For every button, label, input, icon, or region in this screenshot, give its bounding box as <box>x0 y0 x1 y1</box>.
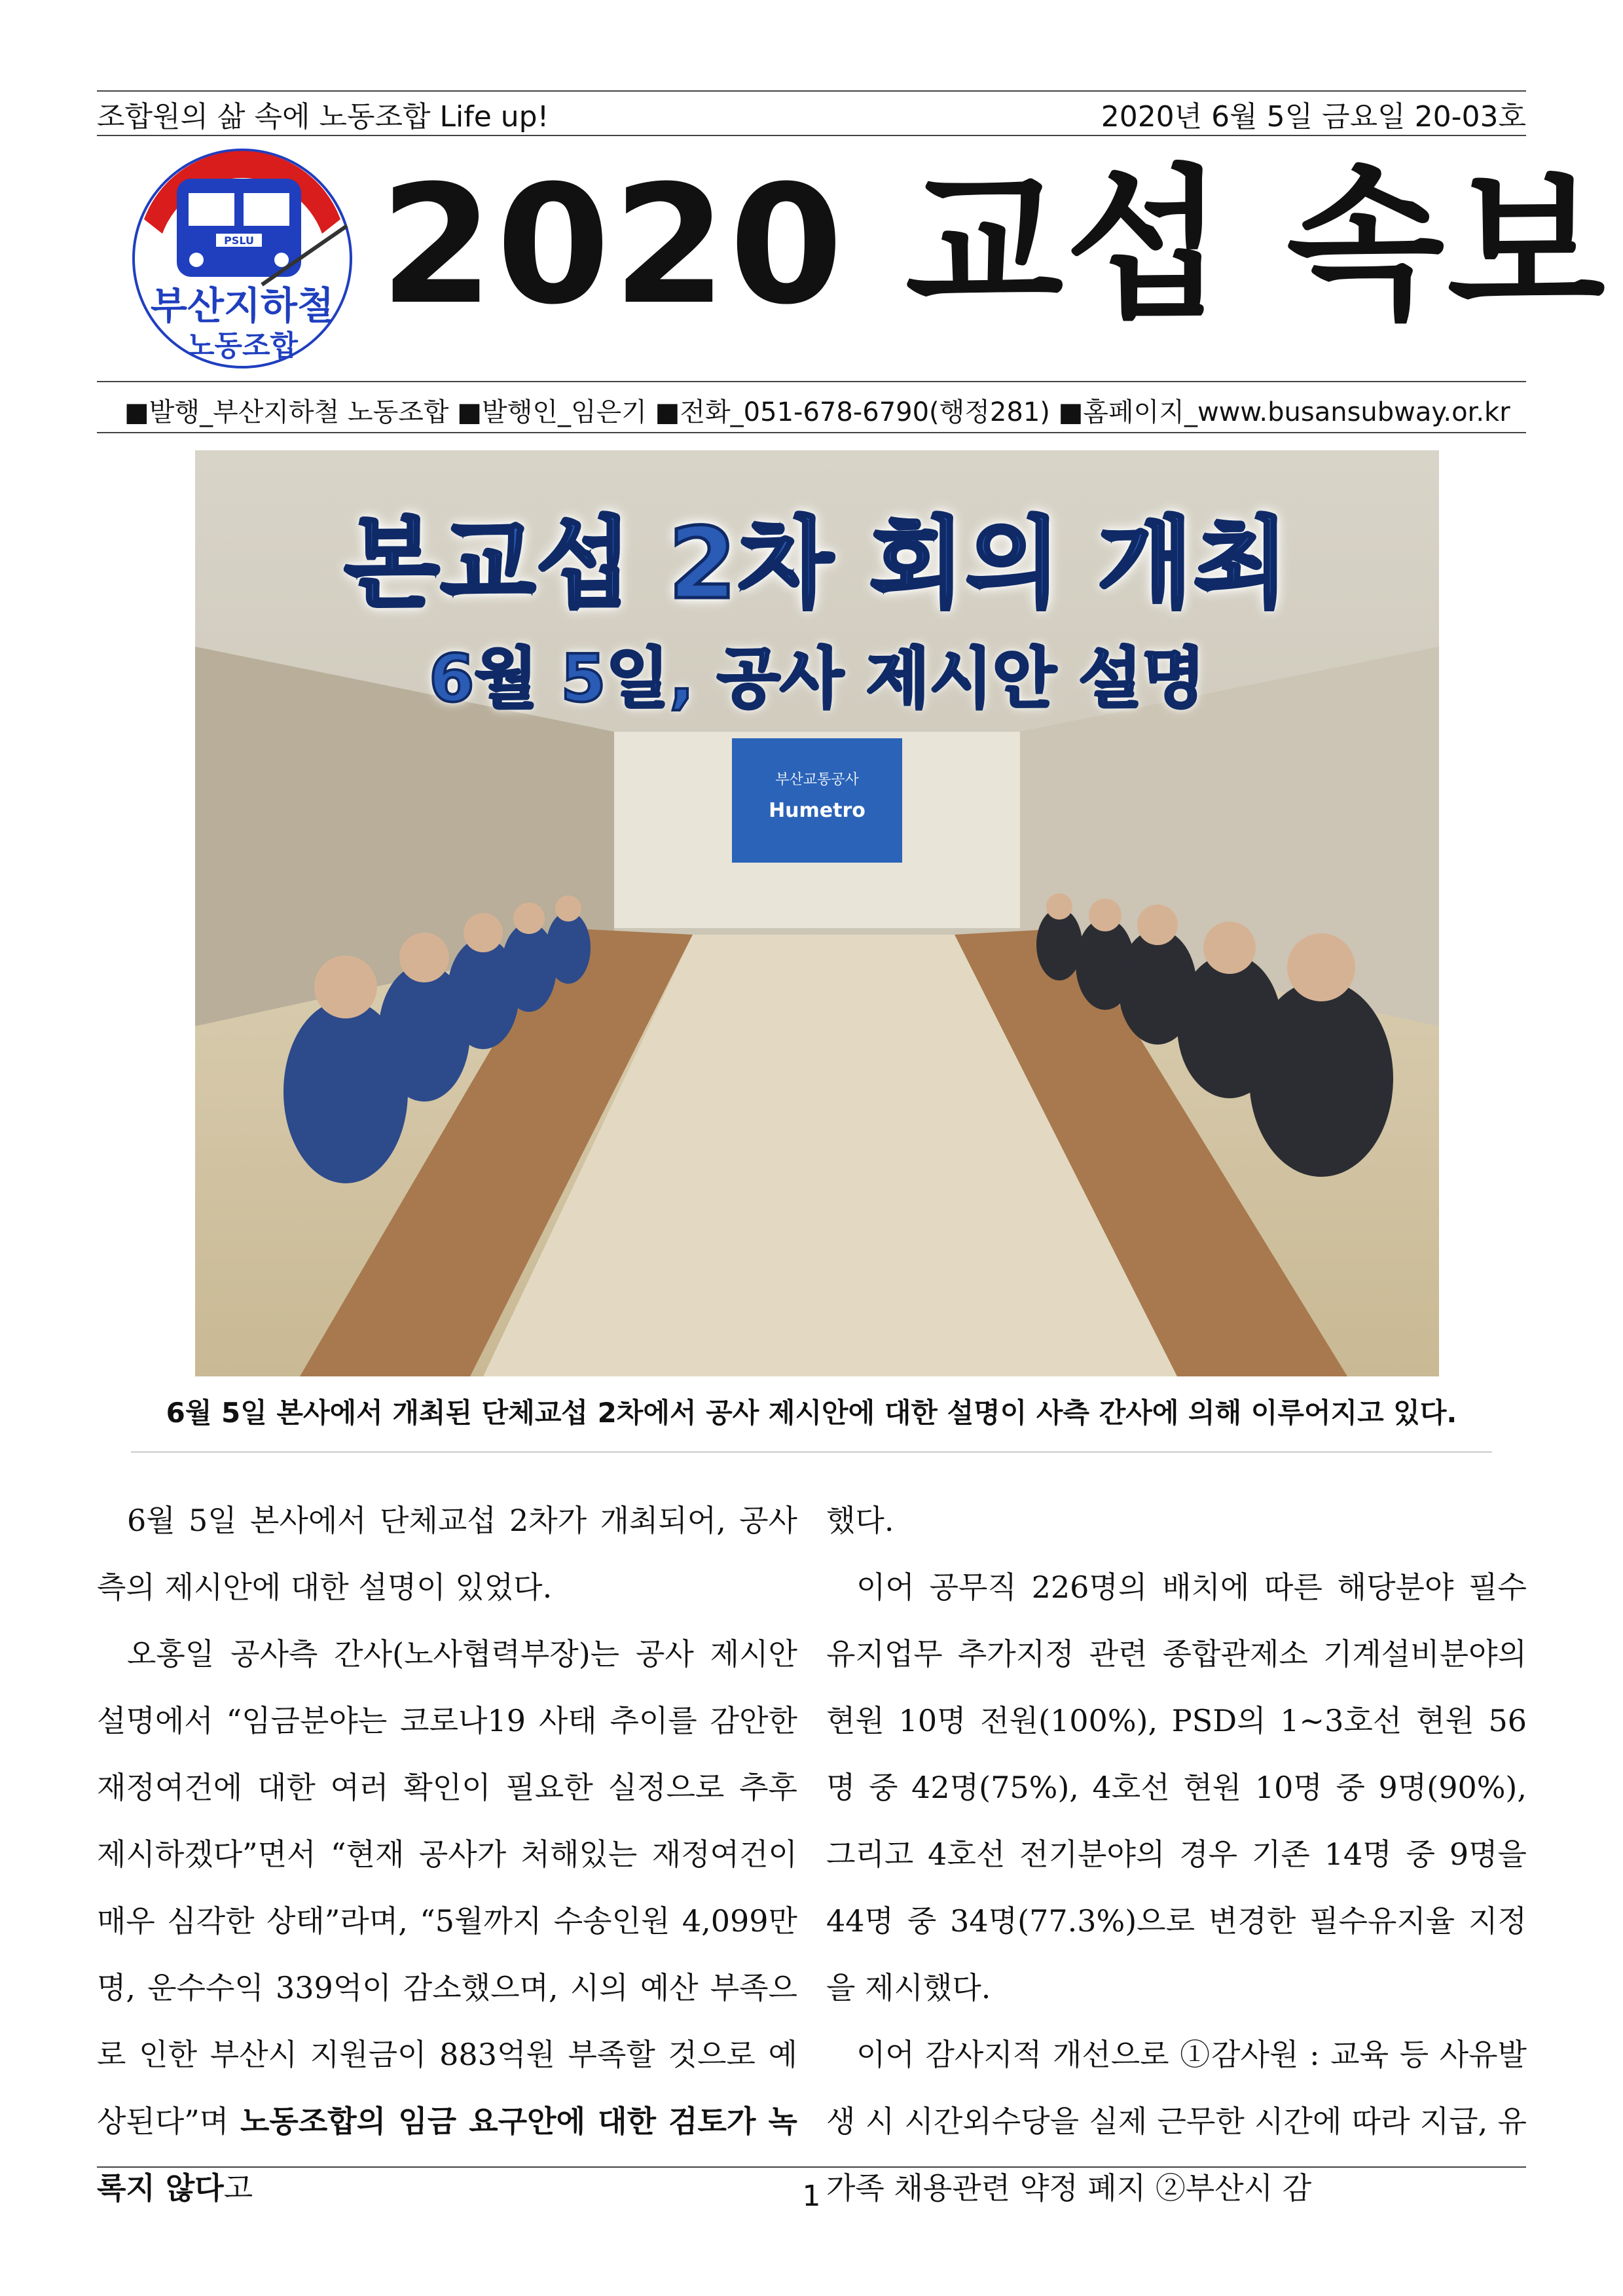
article-paragraph: 이어 감사지적 개선으로 ①감사원 : 교육 등 사유발생 시 시간외수당을 실제 근무한 시간에 따라 지급, 유가족 채용관련 약정 폐지 ②부산시 감 <box>826 2037 1527 2206</box>
article-paragraph <box>97 1621 797 2221</box>
article-bold-text: 노동조합의 임금 요구안에 대한 검토가 녹록지 않다 <box>97 2104 797 2206</box>
header-slogan: 조합원의 삶 속에 노동조합 Life up! <box>97 100 549 134</box>
top-rule <box>97 90 1526 92</box>
header-issue-date: 2020년 6월 5일 금요일 20-03호 <box>1101 100 1526 134</box>
article-column-left <box>97 1487 797 2221</box>
screen-logo: Humetro <box>769 799 866 822</box>
meeting-photo <box>195 450 1439 1376</box>
article-column-right <box>826 1487 1527 2221</box>
header-rule <box>97 135 1526 136</box>
article-paragraph: 했다. <box>826 1503 894 1538</box>
logo-org-line2: 노동조합 <box>186 329 299 363</box>
logo-org-line1: 부산지하철 <box>150 283 335 328</box>
page-number: 1 <box>802 2179 821 2213</box>
photo-headline: 본교섭 2차 회의 개최 <box>344 507 1290 621</box>
article-text: 오홍일 공사측 간사(노사협력부장)는 공사 제시안 설명에서 “임금분야는 코로나19 사태 추이를 감안한 재정여건에 대한 여러 확인이 필요한 실정으로 추후 제시하겠다”면서 “현재 공사가 처해있는 재정여건이 매우 심각한 상태”라며, “5월까지 수송인원 4,099만명, 운수수익 339억이 감소했으며, 시의 예산 부족으로 인한 부산시 지원금이 883억원 부족할 것으로 예상된다”며 <box>97 1636 797 2139</box>
masthead-title: 2020 교섭 속보 <box>380 150 1608 340</box>
pubinfo-rule <box>97 432 1526 433</box>
footer-rule <box>97 2166 1526 2168</box>
photo-subheadline: 6월 5일, 공사 제시안 설명 <box>429 640 1205 717</box>
photo-caption: 6월 5일 본사에서 개최된 단체교섭 2차에서 공사 제시안에 대한 설명이 사측 간사에 의해 이루어지고 있다. <box>166 1397 1457 1429</box>
article-text: 고 <box>223 2170 253 2206</box>
article-paragraph: 이어 공무직 226명의 배치에 따른 해당분야 필수 유지업무 추가지정 관련 종합관제소 기계설비분야의 현원 10명 전원(100%), PSD의 1~3호선 현원 56명 중 42명(75%), 4호선 현원 10명 중 9명(90%), 그리고 4호선 전기분야의 경우 기존 14명 중 9명을 44명 중 34명(77.3%)으로 변경한 필수유지율 지정을 제시했다. <box>826 1570 1527 2005</box>
screen-text: 부산교통공사 <box>775 772 859 788</box>
logo-train-text: PSLU <box>224 234 254 247</box>
masthead-rule <box>97 381 1526 382</box>
publisher-info: ■발행_부산지하철 노동조합 ■발행인_임은기 ■전화_051-678-6790(행정281) ■홈페이지_www.busansubway.or.kr <box>124 397 1510 427</box>
union-logo <box>131 147 354 370</box>
article-paragraph: 6월 5일 본사에서 단체교섭 2차가 개최되어, 공사측의 제시안에 대한 설명이 있었다. <box>97 1503 797 1605</box>
